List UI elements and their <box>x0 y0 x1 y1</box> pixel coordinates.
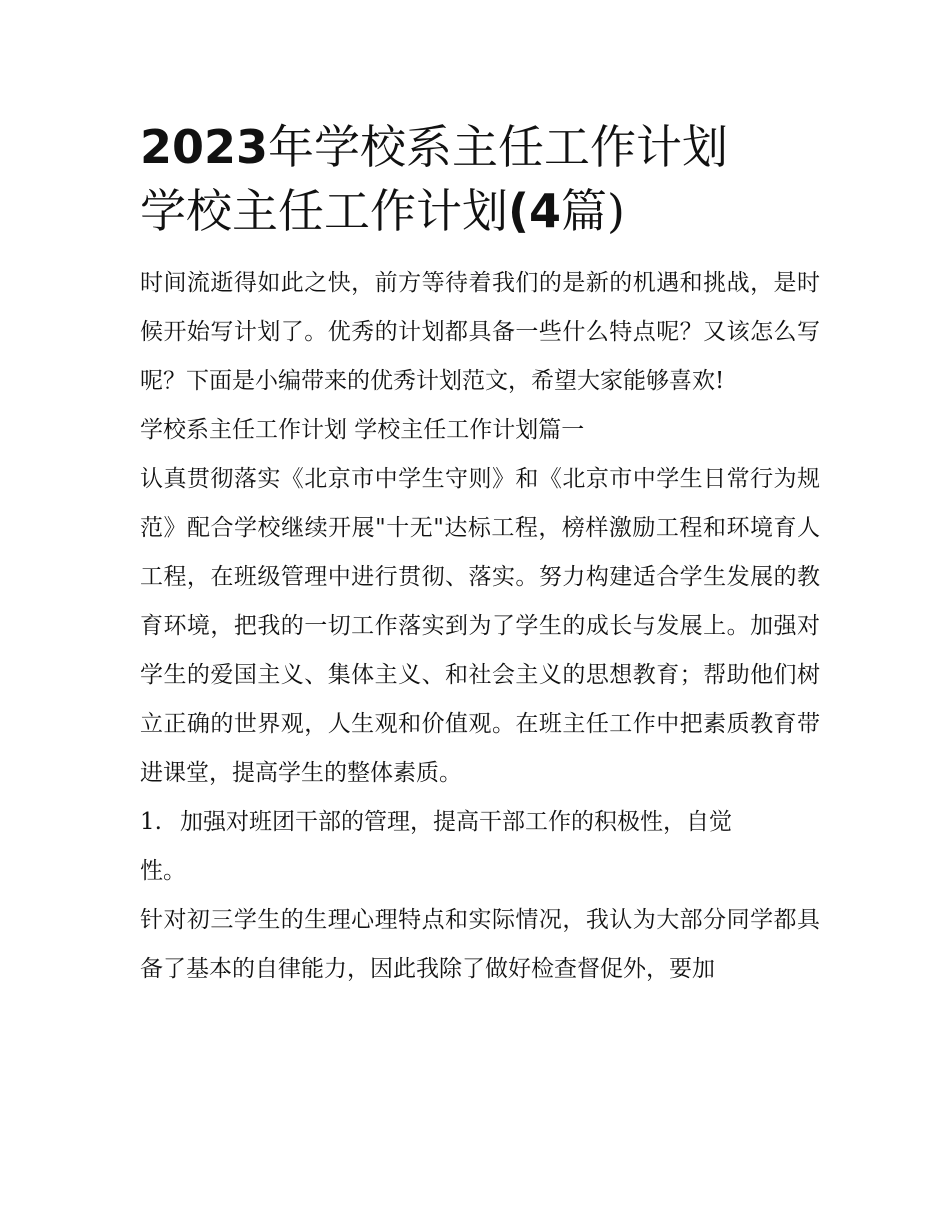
paragraph-1: 认真贯彻落实《北京市中学生守则》和《北京市中学生日常行为规范》配合学校继续开展"十无"达标工程，榜样激励工程和环境育人工程，在班级管理中进行贯彻、落实。努力构建适合学生发展的教育环境，把我的一切工作落实到为了学生的成长与发展上。加强对学生的爱国主义、集体主义、和社会主义的思想教育；帮助他们树立正确的世界观，人生观和价值观。在班主任工作中把素质教育带进课堂，提高学生的整体素质。 <box>140 466 820 786</box>
document-body <box>140 259 820 994</box>
title-line-2-post: 篇) <box>561 184 625 238</box>
title-line-1-text: 年学校系主任工作计划 <box>268 120 729 174</box>
title-line-1 <box>140 115 820 179</box>
title-line-2-bold: (4 <box>508 184 562 238</box>
paragraph-2: 针对初三学生的生理心理特点和实际情况，我认为大部分同学都具备了基本的自律能力，因此我除了做好检查督促外，要加 <box>140 907 820 982</box>
list-item-number: 1. <box>140 809 162 835</box>
title-line-2 <box>140 179 820 243</box>
list-item-text-line-2: 性。 <box>140 858 186 884</box>
list-item-text-line-1: 加强对班团干部的管理，提高干部工作的积极性，自觉 <box>180 809 732 835</box>
section-heading: 学校系主任工作计划 学校主任工作计划篇一 <box>140 417 585 443</box>
document-title <box>140 115 820 243</box>
list-item-1 <box>140 798 820 896</box>
document-content <box>140 115 820 994</box>
title-year: 2023 <box>140 120 269 174</box>
intro-paragraph: 时间流逝得如此之快，前方等待着我们的是新的机遇和挑战，是时候开始写计划了。优秀的计划都具备一些什么特点呢？又该怎么写呢？下面是小编带来的优秀计划范文，希望大家能够喜欢! <box>140 270 820 394</box>
title-line-2-pre: 学校主任工作计划 <box>140 184 508 238</box>
